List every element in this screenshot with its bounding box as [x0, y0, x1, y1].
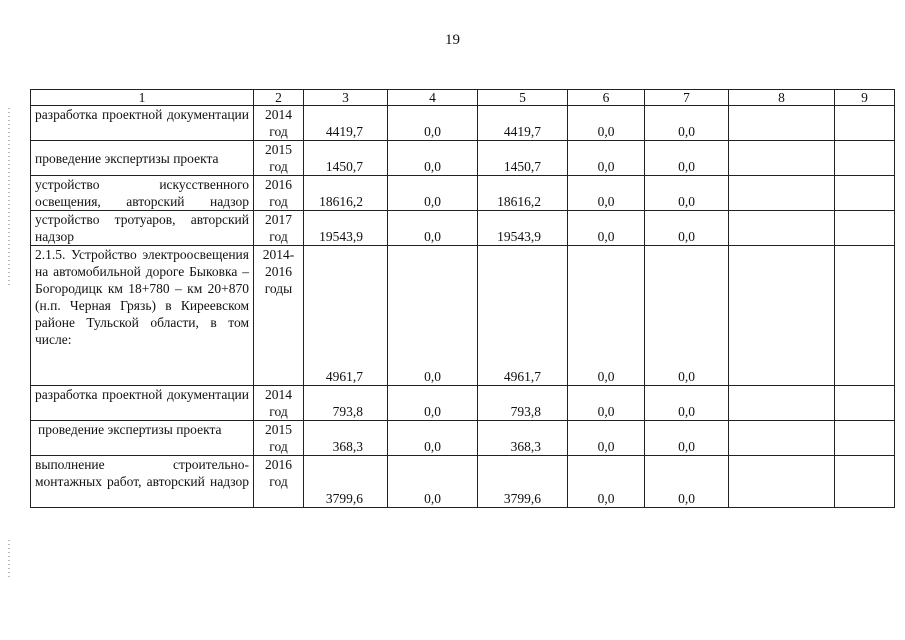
value-cell: [729, 456, 835, 508]
value-cell: [835, 211, 895, 246]
header-row: [31, 90, 895, 106]
header-cell: 8: [729, 90, 835, 106]
value-cell: [729, 176, 835, 211]
value-cell: [729, 246, 835, 386]
value-cell: 793,8: [478, 386, 568, 421]
description-cell: проведение экспертизы проекта: [31, 421, 254, 456]
year-cell: 2015 год: [254, 141, 304, 176]
scan-edge-mark: [8, 108, 10, 288]
value-cell: 368,3: [478, 421, 568, 456]
value-cell: 0,0: [568, 386, 645, 421]
header-cell: 2: [254, 90, 304, 106]
total-cell: 3799,6: [304, 456, 388, 508]
total-cell: 368,3: [304, 421, 388, 456]
value-cell: 0,0: [645, 176, 729, 211]
value-cell: 0,0: [645, 246, 729, 386]
table-row: [31, 106, 895, 141]
scan-edge-mark: [8, 540, 10, 580]
header-cell: 4: [388, 90, 478, 106]
table-row: [31, 211, 895, 246]
table-row: [31, 421, 895, 456]
value-cell: 0,0: [645, 141, 729, 176]
value-cell: 0,0: [645, 386, 729, 421]
value-cell: [729, 141, 835, 176]
value-cell: [835, 176, 895, 211]
value-cell: [729, 211, 835, 246]
value-cell: [835, 386, 895, 421]
year-cell: 2014 год: [254, 106, 304, 141]
value-cell: 3799,6: [478, 456, 568, 508]
value-cell: 0,0: [388, 386, 478, 421]
total-cell: 1450,7: [304, 141, 388, 176]
value-cell: [835, 106, 895, 141]
description-cell: 2.1.5. Устройство электроосвещения на автомобильной дороге Быковка – Богородицк км 18+780 – км 20+870 (н.п. Черная Грязь) в Киреевском районе Тульской области, в том числе:: [31, 246, 254, 386]
value-cell: 0,0: [645, 456, 729, 508]
value-cell: 0,0: [645, 421, 729, 456]
value-cell: [729, 421, 835, 456]
year-cell: 2017 год: [254, 211, 304, 246]
value-cell: 4961,7: [478, 246, 568, 386]
value-cell: 0,0: [568, 246, 645, 386]
table-row: [31, 456, 895, 508]
header-cell: 7: [645, 90, 729, 106]
description-cell: устройство тротуаров, авторский надзор: [31, 211, 254, 246]
header-cell: 9: [835, 90, 895, 106]
value-cell: 0,0: [388, 106, 478, 141]
description-cell: выполнение строительно-монтажных работ, авторский надзор: [31, 456, 254, 508]
value-cell: 4419,7: [478, 106, 568, 141]
year-cell: 2016 год: [254, 456, 304, 508]
value-cell: [835, 246, 895, 386]
total-cell: 4419,7: [304, 106, 388, 141]
header-cell: 6: [568, 90, 645, 106]
table-row: [31, 386, 895, 421]
description-cell: проведение экспертизы проекта: [31, 141, 254, 176]
description-cell: разработка проектной документации: [31, 386, 254, 421]
total-cell: 4961,7: [304, 246, 388, 386]
value-cell: 1450,7: [478, 141, 568, 176]
value-cell: 0,0: [388, 176, 478, 211]
value-cell: 0,0: [645, 106, 729, 141]
value-cell: [729, 106, 835, 141]
year-cell: 2016 год: [254, 176, 304, 211]
value-cell: 0,0: [645, 211, 729, 246]
table-row: [31, 176, 895, 211]
value-cell: 0,0: [568, 141, 645, 176]
table-row: [31, 246, 895, 386]
value-cell: 19543,9: [478, 211, 568, 246]
header-cell: 1: [31, 90, 254, 106]
year-cell: 2014 год: [254, 386, 304, 421]
table-container: [30, 89, 895, 508]
total-cell: 19543,9: [304, 211, 388, 246]
financing-table: [30, 89, 895, 508]
value-cell: 0,0: [568, 176, 645, 211]
header-cell: 5: [478, 90, 568, 106]
header-cell: 3: [304, 90, 388, 106]
value-cell: 0,0: [388, 246, 478, 386]
description-cell: разработка проектной документации: [31, 106, 254, 141]
value-cell: 0,0: [568, 456, 645, 508]
table-row: [31, 141, 895, 176]
page-number: 19: [445, 32, 460, 48]
total-cell: 18616,2: [304, 176, 388, 211]
value-cell: 0,0: [388, 456, 478, 508]
value-cell: [835, 456, 895, 508]
year-cell: 2014- 2016 годы: [254, 246, 304, 386]
total-cell: 793,8: [304, 386, 388, 421]
value-cell: [835, 141, 895, 176]
value-cell: 18616,2: [478, 176, 568, 211]
value-cell: [729, 386, 835, 421]
value-cell: 0,0: [388, 211, 478, 246]
value-cell: 0,0: [388, 141, 478, 176]
year-cell: 2015 год: [254, 421, 304, 456]
value-cell: [835, 421, 895, 456]
value-cell: 0,0: [388, 421, 478, 456]
value-cell: 0,0: [568, 421, 645, 456]
value-cell: 0,0: [568, 211, 645, 246]
value-cell: 0,0: [568, 106, 645, 141]
description-cell: устройство искусственного освещения, авторский надзор: [31, 176, 254, 211]
